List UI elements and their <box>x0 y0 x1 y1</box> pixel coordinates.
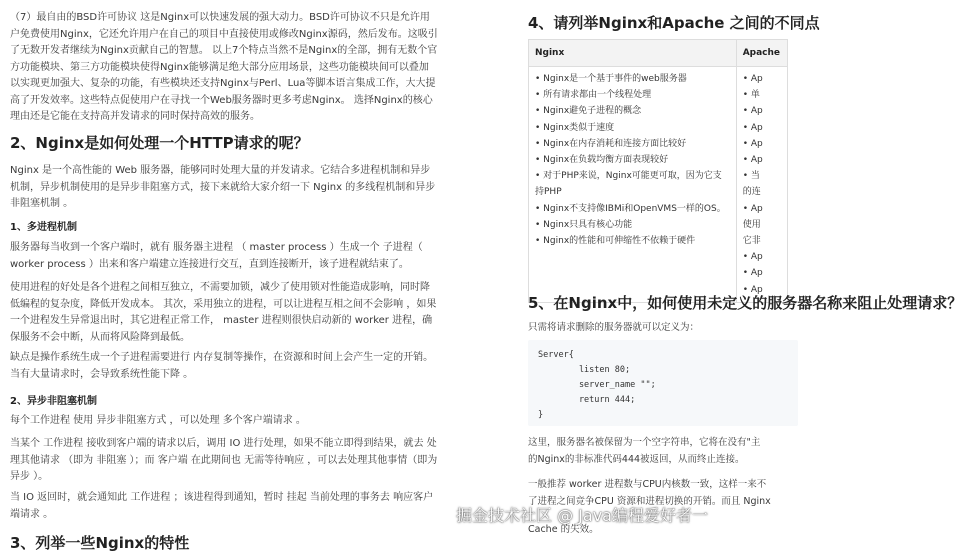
code-line: server_name ""; <box>538 380 656 390</box>
subheading-async-nonblocking: 2、异步非阻塞机制 <box>10 396 97 407</box>
list-item: • Nginx避免子进程的概念 <box>535 106 642 117</box>
list-item: 的连 <box>742 187 761 198</box>
multi-process-paragraph: 服务器每当收到一个客户端时，就有 服务器主进程 （ master process ）生成一个 子进程（ worker process ）出来和客户端建立连接进行交互，直到连接断开，该子进程就结束了。 <box>10 242 423 270</box>
list-item: • 当 <box>742 171 760 182</box>
list-item: • 所有请求都由一个线程处理 <box>535 90 652 101</box>
comparison-table <box>528 39 788 303</box>
list-item: • Nginx的性能和可伸缩性不依赖于硬件 <box>535 236 696 247</box>
code-line: return 444; <box>538 395 636 405</box>
list-item: • Nginx在负载均衡方面表现较好 <box>535 155 669 166</box>
list-item: • 对于PHP来说，Nginx可能更可取，因为它支 <box>535 171 722 182</box>
table-header-nginx: Nginx <box>529 40 737 67</box>
section-heading-http-request: 2、Nginx是如何处理一个HTTP请求的呢？ <box>10 134 309 152</box>
list-item: 持PHP <box>535 187 562 198</box>
table-header-apache: Apache <box>736 40 787 67</box>
section-heading-nginx-features: 3、列举一些Nginx的特性 <box>10 534 190 552</box>
list-item: • Ap <box>742 122 763 133</box>
list-item: • Nginx在内存消耗和连接方面比较好 <box>535 138 687 149</box>
list-item: • Ap <box>742 252 763 263</box>
list-item: • Ap <box>742 74 763 84</box>
list-item: • Ap <box>742 203 763 214</box>
list-item: • Nginx类似于速度 <box>535 122 615 133</box>
left-article-column <box>0 0 450 552</box>
watermark-text: 掘金技术社区 @ Java编程爱好者一 <box>456 506 708 525</box>
nginx-overview-paragraph: Nginx 是一个高性能的 Web 服务器，能够同时处理大量的并发请求。它结合多进程机制和异步机制，异步机制使用的是异步非阻塞方式，接下来就给大家介绍一下 Nginx 的多线程机制和异步非阻塞机制 。 <box>10 165 436 209</box>
list-item: • Ap <box>742 284 763 295</box>
explanation-line-1: 这里，服务器名被保留为一个空字符串，它将在没有"主 <box>528 437 761 448</box>
list-item: • 单 <box>742 90 760 101</box>
worker-advice-line-2: 了进程之间竞争CPU 资源和进程切换的开销。而且 Nginx <box>528 496 771 507</box>
process-drawback-paragraph: 缺点是操作系统生成一个子进程需要进行 内存复制等操作，在资源和时间上会产生一定的开销。当有大量请求时，会导致系统性能下降 。 <box>10 352 434 380</box>
list-item: • Ap <box>742 268 763 279</box>
list-item: • Nginx只具有核心功能 <box>535 219 633 230</box>
code-line: listen 80; <box>538 365 631 375</box>
explanation-line-2: 的Nginx的非标准代码444被返回，从而终止连接。 <box>528 454 745 465</box>
async-paragraph-2: 当某个 工作进程 接收到客户端的请求以后，调用 IO 进行处理，如果不能立即得到结果，就去 处理其他请求 （即为 非阻塞 ）；而 客户端 在此期间也 无需等待响应 ，可以去处理其他事情（即为 异步 ）。 <box>10 438 438 482</box>
code-line: Server{ <box>538 350 574 360</box>
section-heading-nginx-vs-apache: 4、请列举Nginx和Apache 之间的不同点 <box>528 14 820 32</box>
list-item: • Nginx是一个基于事件的web服务器 <box>535 74 687 84</box>
section-heading-undefined-server-name: 5、在Nginx中，如何使用未定义的服务器名称来阻止处理请求？ <box>528 294 962 312</box>
list-item: • Ap <box>742 106 763 117</box>
list-item: • Ap <box>742 155 763 166</box>
list-item: 使用 <box>742 219 761 230</box>
code-block <box>528 340 798 426</box>
worker-advice-line-3: Cache 的失效。 <box>528 524 599 535</box>
list-item: • Ap <box>742 138 763 149</box>
intro-paragraph: （7）最自由的BSD许可协议 这是Nginx可以快速发展的强大动力。BSD许可协议不只是允许用户免费使用Nginx，它还允许用户在自己的项目中直接使用或修改Nginx源码，然后发布。这吸引了无数开发者继续为Nginx贡献自己的智慧。 以上7个特点当然不是Nginx的全部，拥有无数个官方功能模块、第三方功能模块使得Nginx能够满足绝大部分应用场景，这些功能模块间可以叠加以实现更加强大、复杂的功能，有些模块还支持Nginx与Perl、Lua等脚本语言集成工作，大大提高了开发效率。这些特点促使用户在寻找一个Web服务器时更多考虑Nginx。 选择Nginx的核心理由还是它能在支持高并发请求的同时保持高效的服务。 <box>10 12 438 122</box>
apache-column-cell <box>736 67 787 303</box>
worker-advice-line-1: 一般推荐 worker 进程数与CPU内核数一致，这样一来不 <box>528 479 767 490</box>
list-item: 它非 <box>742 236 761 247</box>
async-paragraph-1: 每个工作进程 使用 异步非阻塞方式 ，可以处理 多个客户端请求 。 <box>10 415 306 426</box>
code-line: } <box>538 410 544 420</box>
async-paragraph-3: 当 IO 返回时，就会通知此 工作进程 ；该进程得到通知，暂时 挂起 当前处理的事务去 响应客户端请求 。 <box>10 492 434 520</box>
list-item: • Nginx不支持像IBMi和OpenVMS一样的OS。 <box>535 203 726 214</box>
server-definition-intro: 只需将请求删除的服务器就可以定义为： <box>528 322 700 333</box>
right-article-column <box>518 0 962 544</box>
nginx-column-cell <box>529 67 737 303</box>
subheading-multi-process: 1、多进程机制 <box>10 222 77 233</box>
process-advantage-paragraph: 使用进程的好处是各个进程之间相互独立，不需要加锁，减少了使用锁对性能造成影响，同时降低编程的复杂度，降低开发成本。 其次，采用独立的进程，可以让进程互相之间不会影响 ，如果一个进程发生异常退出时，其它进程正常工作， master 进程则很快启动新的 worker 进程，确保服务不会中断，从而将风险降到最低。 <box>10 282 437 343</box>
column-gutter <box>450 0 518 544</box>
